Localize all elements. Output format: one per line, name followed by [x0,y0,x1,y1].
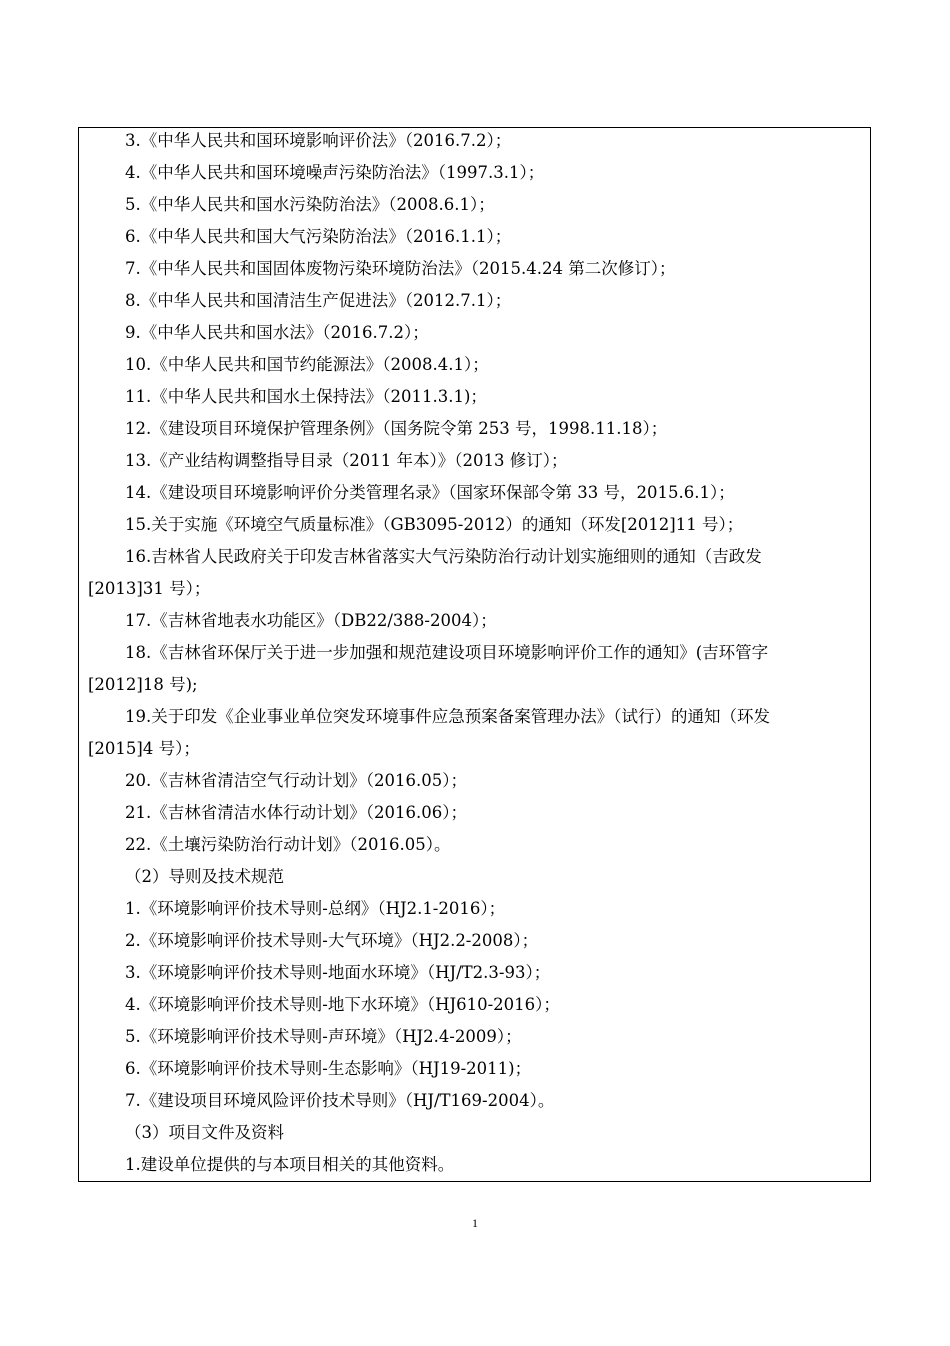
list-item: 13.《产业结构调整指导目录（2011 年本）》（2013 修订）； [125,451,568,470]
list-item: 8.《中华人民共和国清洁生产促进法》（2012.7.1）； [125,291,512,310]
list-item: 16.吉林省人民政府关于印发吉林省落实大气污染防治行动计划实施细则的通知（吉政发 [125,547,762,566]
list-item-continuation: [2013]31 号）； [88,579,211,598]
list-item: 7.《中华人民共和国固体废物污染环境防治法》（2015.4.24 第二次修订）； [125,259,676,278]
list-item-continuation: [2012]18 号); [88,675,198,694]
list-item: 12.《建设项目环境保护管理条例》（国务院令第 253 号，1998.11.18）； [125,419,668,438]
list-item: 17.《吉林省地表水功能区》（DB22/388-2004）； [125,611,497,630]
list-item: 7.《建设项目环境风险评价技术导则》（HJ/T169-2004）。 [125,1091,555,1110]
list-item: 1.建设单位提供的与本项目相关的其他资料。 [125,1155,455,1174]
list-item-continuation: [2015]4 号）； [88,739,200,758]
section-heading: （2）导则及技术规范 [125,867,284,886]
list-item: 11.《中华人民共和国水土保持法》（2011.3.1)； [125,387,487,406]
list-item: 6.《环境影响评价技术导则-生态影响》（HJ19-2011)； [125,1059,532,1078]
list-item: 1.《环境影响评价技术导则-总纲》（HJ2.1-2016）； [125,899,506,918]
list-item: 9.《中华人民共和国水法》（2016.7.2）； [125,323,429,342]
list-item: 4.《环境影响评价技术导则-地下水环境》（HJ610-2016）； [125,995,560,1014]
list-item: 21.《吉林省清洁水体行动计划》（2016.06）； [125,803,467,822]
list-item: 5.《中华人民共和国水污染防治法》（2008.6.1）； [125,195,495,214]
list-item: 4.《中华人民共和国环境噪声污染防治法》（1997.3.1）； [125,163,545,182]
list-item: 19.关于印发《企业事业单位突发环境事件应急预案备案管理办法》（试行）的通知（环发 [125,707,770,726]
section-heading: （3）项目文件及资料 [125,1123,284,1142]
list-item: 3.《环境影响评价技术导则-地面水环境》（HJ/T2.3-93）； [125,963,551,982]
list-item: 6.《中华人民共和国大气污染防治法》（2016.1.1）； [125,227,512,246]
list-item: 14.《建设项目环境影响评价分类管理名录》（国家环保部令第 33 号，2015.6.1）； [125,483,735,502]
content-frame [78,127,871,1182]
list-item: 18.《吉林省环保厅关于进一步加强和规范建设项目环境影响评价工作的通知》(吉环管字 [125,643,769,662]
list-item: 5.《环境影响评价技术导则-声环境》（HJ2.4-2009）； [125,1027,522,1046]
list-item: 15.关于实施《环境空气质量标准》（GB3095-2012）的通知（环发[2012]11 号）； [125,515,744,534]
list-item: 20.《吉林省清洁空气行动计划》（2016.05）； [125,771,467,790]
list-item: 2.《环境影响评价技术导则-大气环境》（HJ2.2-2008）； [125,931,539,950]
list-item: 3.《中华人民共和国环境影响评价法》（2016.7.2）； [125,131,512,150]
list-item: 22.《土壤污染防治行动计划》（2016.05）。 [125,835,451,854]
page-number: 1 [472,1216,478,1230]
list-item: 10.《中华人民共和国节约能源法》（2008.4.1）； [125,355,489,374]
